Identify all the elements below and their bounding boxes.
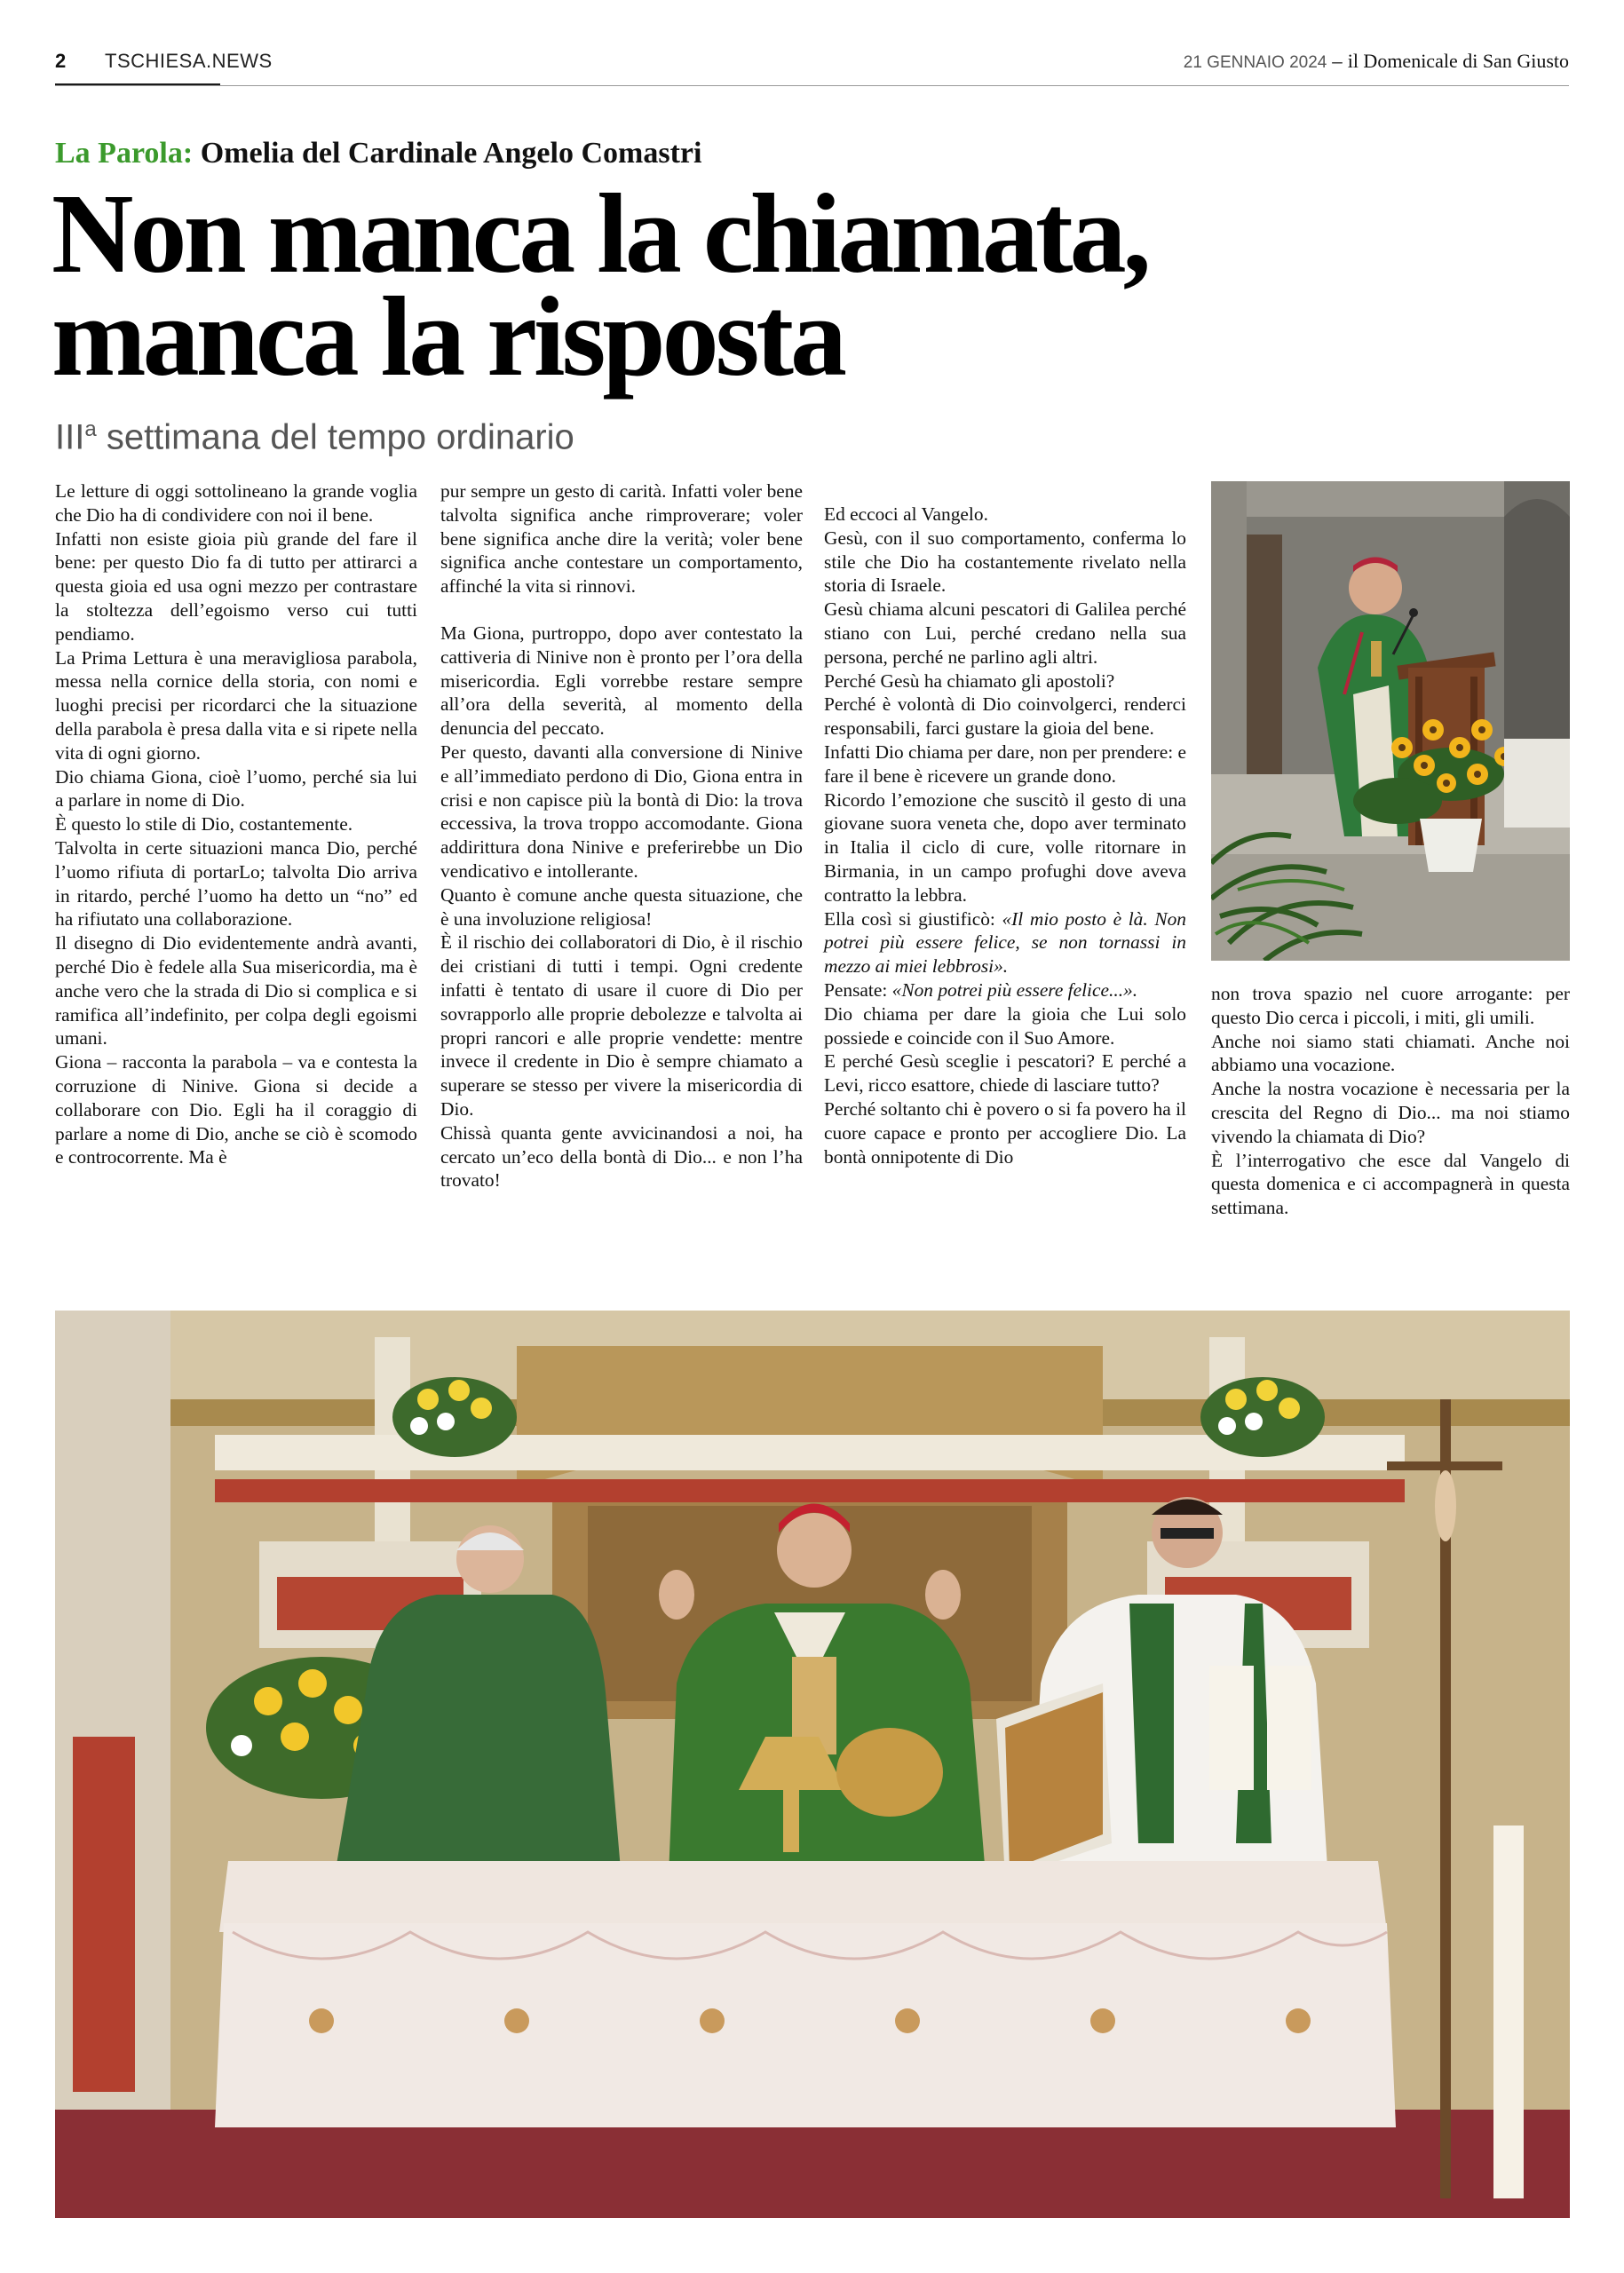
article-subtitle — [55, 417, 574, 457]
paragraph: Talvolta in certe situazioni manca Dio, perché l’uomo rifiuta di portarLo; talvolta Dio arriva in ritardo, perché l’uomo ha detto un “no” ed ha rifiutato una collaborazione. — [55, 836, 417, 931]
paragraph: Quanto è comune anche questa situazione, che è una involuzione religiosa! — [440, 883, 803, 930]
paragraph: Anche la nostra vocazione è necessaria per la crescita del Regno di Dio... ma noi stiamo vivendo la chiamata di Dio? — [1211, 1078, 1570, 1147]
paragraph: Gesù, con il suo comportamento, conferma lo stile che Dio ha costantemente rivelato nella storia di Israele. — [824, 527, 1186, 597]
subtitle-rest: settimana del tempo ordinario — [96, 417, 574, 457]
paragraph: Chissà quanta gente avvicinandosi a noi, ha cercato un’eco della bontà di Dio... e non l’ha trovato! — [440, 1121, 803, 1192]
page-number: 2 — [55, 50, 67, 72]
paragraph-quote — [824, 978, 1186, 1002]
paragraph: È l’interrogativo che esce dal Vangelo di questa domenica e ci accompagnerà in questa settimana. — [1211, 1149, 1570, 1219]
paragraph: Ed eccoci al Vangelo. — [824, 503, 988, 525]
paragraph: pur sempre un gesto di carità. Infatti voler bene talvolta significa anche rimproverare; voler bene significa anche dire la verità; voler bene significa anche contestare un comportamento, affinché la vita si rinnovi. — [440, 480, 803, 598]
title-line-2: manca la risposta — [51, 273, 844, 400]
paragraph: Ricordo l’emozione che suscitò il gesto di una giovane suora veneta che, dopo aver terminato in Italia il ciclo di cure, volle ritornare in Birmania, in un campo profughi dove aveva contratto la lebbra. — [824, 788, 1186, 906]
paragraph: Dio chiama per dare la gioia che Lui solo possiede e coincide con il Suo Amore. — [824, 1002, 1186, 1049]
publication-name: il Domenicale di San Giusto — [1347, 50, 1569, 72]
paragraph: E perché Gesù sceglie i pescatori? E perché a Levi, ricco esattore, chiede di lasciare tutto? — [824, 1050, 1186, 1097]
paragraph: È il rischio dei collaboratori di Dio, è il rischio dei cristiani di tutti i tempi. Ogni credente infatti è tentato di usare il cuore di Dio per sovrapporlo alle proprie debolezze e talvolta ai propri rancori e alle proprie vendette: mentre invece il credente in Dio è sempre chiamato a superare se stesso per vivere la misericordia di Dio. — [440, 931, 803, 1120]
paragraph: Perché soltanto chi è povero o si fa povero ha il cuore capace e pronto per accogliere Dio. La bontà onnipotente di Dio — [824, 1097, 1186, 1168]
subtitle-prefix: III — [55, 417, 85, 457]
kicker-section: La Parola: — [55, 137, 194, 170]
issue-info — [1184, 50, 1569, 73]
article-column-1 — [55, 479, 417, 1169]
photo-cardinal-lectern — [1211, 481, 1570, 961]
paragraph: Perché Gesù ha chiamato gli apostoli? — [824, 669, 1115, 692]
paragraph-quote — [824, 907, 1186, 978]
paragraph: Il disegno di Dio evidentemente andrà avanti, perché Dio è fedele alla Sua misericordia, ma è anche vero che la strada di Dio si complica e si ramifica all’indefinito, per colpa degli egoismi umani. — [55, 932, 417, 1049]
paragraph: Per questo, davanti alla conversione di Ninive e all’immediato perdono di Dio, Giona entra in crisi e non capisce più la bontà di Dio: la trova eccessiva, la trova troppo accomodante. Giona addirittura dona Ninive e preferirebbe un Dio vendicativo e intollerante. — [440, 741, 803, 882]
photo-mass-altar — [55, 1311, 1570, 2218]
article-column-3 — [824, 503, 1186, 1168]
issue-date: 21 GENNAIO 2024 — [1183, 53, 1327, 72]
site-name[interactable]: TSCHIESA.NEWS — [105, 50, 273, 72]
article-kicker — [55, 137, 701, 170]
paragraph: Infatti non esiste gioia più grande del fare il bene: per questo Dio fa di tutto per attirarci a questa gioia ed usa ogni mezzo per contrastare la stoltezza dell’egoismo verso cui tutti pendiamo. — [55, 527, 417, 645]
quote-intro: Ella così si giustificò: — [824, 907, 1002, 930]
header-rule — [55, 85, 1569, 86]
issue-separator: – — [1327, 51, 1348, 72]
title-line-1: Non manca la chiamata, — [51, 170, 1148, 297]
page-header — [55, 46, 1569, 85]
paragraph: Le letture di oggi sottolineano la grande voglia che Dio ha di condividere con noi il bene. — [55, 480, 417, 526]
kicker-subject: Omelia del Cardinale Angelo Comastri — [200, 137, 702, 170]
paragraph: Infatti Dio chiama per dare, non per prendere: e fare il bene è ricevere un grande dono. — [824, 741, 1187, 787]
subtitle-superscript: a — [84, 417, 97, 441]
article-title — [51, 170, 1517, 400]
quote-text: «Non potrei più essere felice...». — [891, 978, 1138, 1001]
quote-text: «Il mio posto è là. Non potrei più essere felice, se non tornassi in mezzo ai miei lebbrosi». — [824, 907, 1186, 978]
paragraph: non trova spazio nel cuore arrogante: per questo Dio cerca i piccoli, i miti, gli umili. — [1211, 983, 1570, 1028]
paragraph: Perché è volontà di Dio coinvolgerci, renderci responsabili, farci gustare la gioia del bene. — [824, 693, 1186, 740]
paragraph: Gesù chiama alcuni pescatori di Galilea perché stiano con Lui, perché credano nella sua persona, perché ne parlino agli altri. — [824, 598, 1186, 668]
article-column-2 — [440, 479, 803, 1192]
paragraph: Anche noi siamo stati chiamati. Anche noi abbiamo una vocazione. — [1211, 1030, 1570, 1076]
quote-intro: Pensate: — [824, 978, 892, 1001]
paragraph: È questo lo stile di Dio, costantemente. — [55, 813, 353, 836]
paragraph: Giona – racconta la parabola – va e contesta la corruzione di Ninive. Giona si decide a collaborare con Dio. Egli ha il coraggio di parlare a nome di Dio, anche se ciò è scomodo e controcorrente. Ma è — [55, 1051, 417, 1168]
paragraph: Ma Giona, purtroppo, dopo aver contestato la cattiveria di Ninive non è pronto per l’ora della misericordia. Egli vorrebbe restare sempre all’ora della severità, al momento della denuncia del peccato. — [440, 622, 803, 740]
paragraph: Dio chiama Giona, cioè l’uomo, perché sia lui a parlare in nome di Dio. — [55, 765, 417, 812]
article-column-4 — [1211, 982, 1570, 1220]
paragraph-spacer — [440, 598, 803, 622]
paragraph: La Prima Lettura è una meravigliosa parabola, messa nella cornice della storia, con nomi e luoghi precisi per ricordarci che la situazione della parabola è presa dalla vita e si ripete nella vita di ogni giorno. — [55, 646, 417, 764]
